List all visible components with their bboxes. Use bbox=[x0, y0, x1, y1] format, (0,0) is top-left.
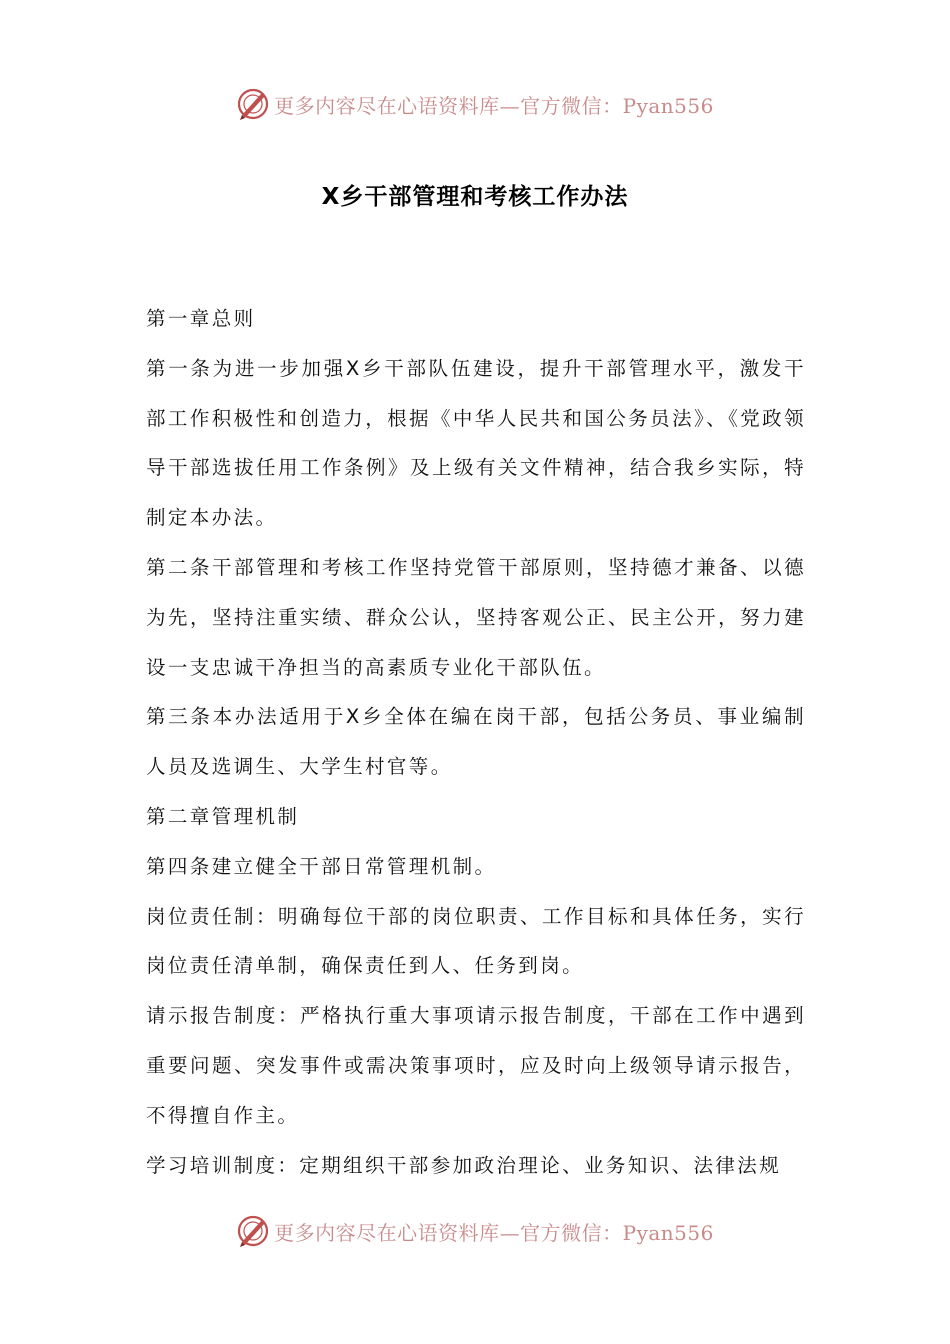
pen-logo-icon bbox=[236, 87, 270, 121]
document-title: X乡干部管理和考核工作办法 bbox=[321, 184, 629, 210]
article-paragraph: 第一条为进一步加强X乡干部队伍建设，提升干部管理水平，激发干部工作积极性和创造力，根据《中华人民共和国公务员法》、《党政领导干部选拔任用工作条例》及上级有关文件精神，结合我乡实际，特制定本办法。 bbox=[146, 356, 806, 530]
document-body bbox=[146, 294, 806, 1190]
watermark-text: 更多内容尽在心语资料库—官方微信：Pyan556 bbox=[274, 93, 714, 118]
article-paragraph: 岗位责任制：明确每位干部的岗位职责、工作目标和具体任务，实行岗位责任清单制，确保责任到人、任务到岗。 bbox=[146, 904, 806, 978]
article-paragraph: 第四条建立健全干部日常管理机制。 bbox=[146, 854, 497, 878]
watermark-text: 更多内容尽在心语资料库—官方微信：Pyan556 bbox=[274, 1220, 714, 1245]
chapter-heading: 第一章总则 bbox=[146, 307, 256, 330]
pen-logo-icon bbox=[236, 1214, 270, 1248]
watermark-header bbox=[0, 84, 950, 124]
article-paragraph: 第二条干部管理和考核工作坚持党管干部原则，坚持德才兼备、以德为先，坚持注重实绩、群众公认，坚持客观公正、民主公开，努力建设一支忠诚干净担当的高素质专业化干部队伍。 bbox=[146, 555, 806, 679]
article-paragraph: 学习培训制度：定期组织干部参加政治理论、业务知识、法律法规 bbox=[146, 1153, 782, 1177]
watermark-footer bbox=[0, 1211, 950, 1251]
article-paragraph: 第三条本办法适用于X乡全体在编在岗干部，包括公务员、事业编制人员及选调生、大学生村官等。 bbox=[146, 705, 806, 779]
chapter-heading: 第二章管理机制 bbox=[146, 804, 300, 828]
article-paragraph: 请示报告制度：严格执行重大事项请示报告制度，干部在工作中遇到重要问题、突发事件或需决策事项时，应及时向上级领导请示报告，不得擅自作主。 bbox=[146, 1004, 806, 1127]
